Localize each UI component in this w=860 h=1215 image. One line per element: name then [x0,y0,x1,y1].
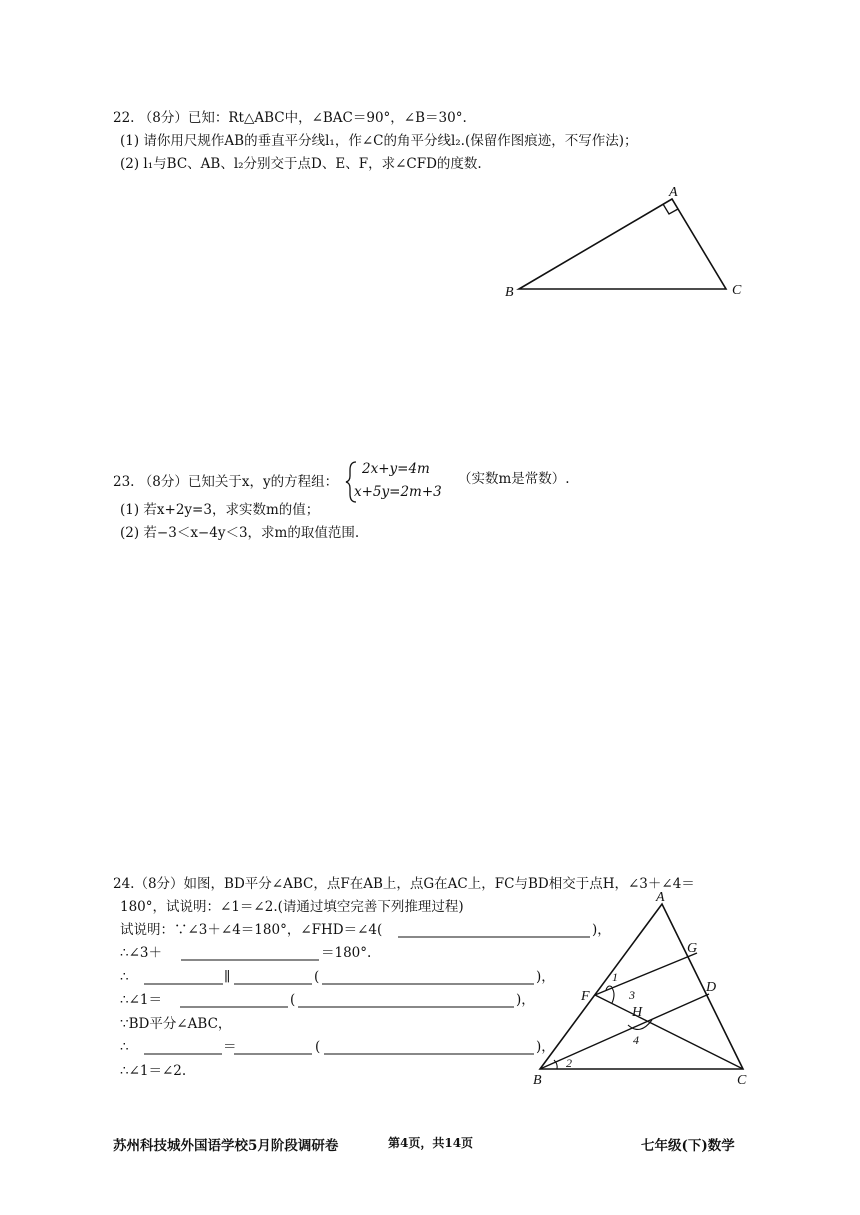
q24-step1-end: )， [592,922,611,938]
q24-label-b: B [533,1073,542,1088]
q24-step6-b: ＝ [223,1039,237,1055]
q24-label-h: H [632,1005,643,1020]
q24-label-g: G [687,941,698,956]
q22-label-a: A [669,185,678,200]
q24-title-line2: 180°，试说明：∠1＝∠2.(请通过填空完善下列推理过程) [120,899,464,915]
q23-title-prefix: 23. （8分）已知关于x，y的方程组： [113,474,339,490]
footer-school: 苏州科技城外国语学校5月阶段调研卷 [113,1138,339,1154]
q24-label-1: 1 [612,970,618,984]
q24-label-d: D [706,980,717,995]
q24-step2-a: ∴∠3＋ [120,945,162,961]
q24-step3-d: )， [536,969,555,985]
q23-part1: (1) 若x+2y=3，求实数m的值； [120,502,320,518]
q24-step1: 试说明：∵∠3＋∠4＝180°，∠FHD＝∠4( [120,922,383,938]
q24-step6-d: )， [536,1039,555,1055]
footer-page-number: 第4页，共14页 [388,1136,474,1150]
q22-triangle-figure [505,185,742,300]
footer-subject: 七年级(下)数学 [641,1138,735,1154]
q24-label-a: A [656,890,665,905]
q24-step7: ∴∠1＝∠2. [120,1063,187,1079]
q22-part1: (1) 请你用尺规作AB的垂直平分线l₁，作∠C的角平分线l₂.(保留作图痕迹，不写作法)； [120,133,638,149]
q24-label-3: 3 [629,988,635,1002]
q22-label-b: B [505,285,514,300]
q24-title: 24.（8分）如图，BD平分∠ABC，点F在AB上，点G在AC上，FC与BD相交于点H，∠3＋∠4＝ [113,876,695,892]
q23-part2: (2) 若−3＜x−4y＜3，求m的取值范围. [120,525,360,541]
q24-label-2: 2 [566,1056,572,1070]
q22-label-c: C [732,283,742,298]
q24-step4-c: )， [516,992,535,1008]
q24-label-4: 4 [633,1033,639,1047]
q23-eq1: 2x+y=4m [362,461,430,477]
q24-step5: ∵BD平分∠ABC， [120,1016,232,1032]
q24-label-c: C [737,1073,747,1088]
q24-triangle-figure [533,890,747,1088]
angle-arc-3 [612,988,614,1003]
q24-step4-b: ( [290,992,296,1008]
q23-eq2: x+5y=2m+3 [354,484,442,500]
q22-title: 22. （8分）已知：Rt△ABC中，∠BAC＝90°，∠B＝30°. [113,110,467,126]
q24-step2-b: ＝180°. [321,945,372,961]
q24-step3-c: ( [314,969,320,985]
q24-step6-a: ∴ [120,1039,129,1055]
q23-title-suffix: （实数m是常数）. [458,471,570,487]
q22-part2: (2) l₁与BC、AB、l₂分别交于点D、E、F，求∠CFD的度数. [120,156,482,172]
q24-step3-a: ∴ [120,969,129,985]
q24-step3-b: ∥ [224,969,231,985]
q24-step4-a: ∴∠1＝ [120,992,162,1008]
q24-label-f: F [581,989,590,1004]
q24-step6-c: ( [315,1039,321,1055]
